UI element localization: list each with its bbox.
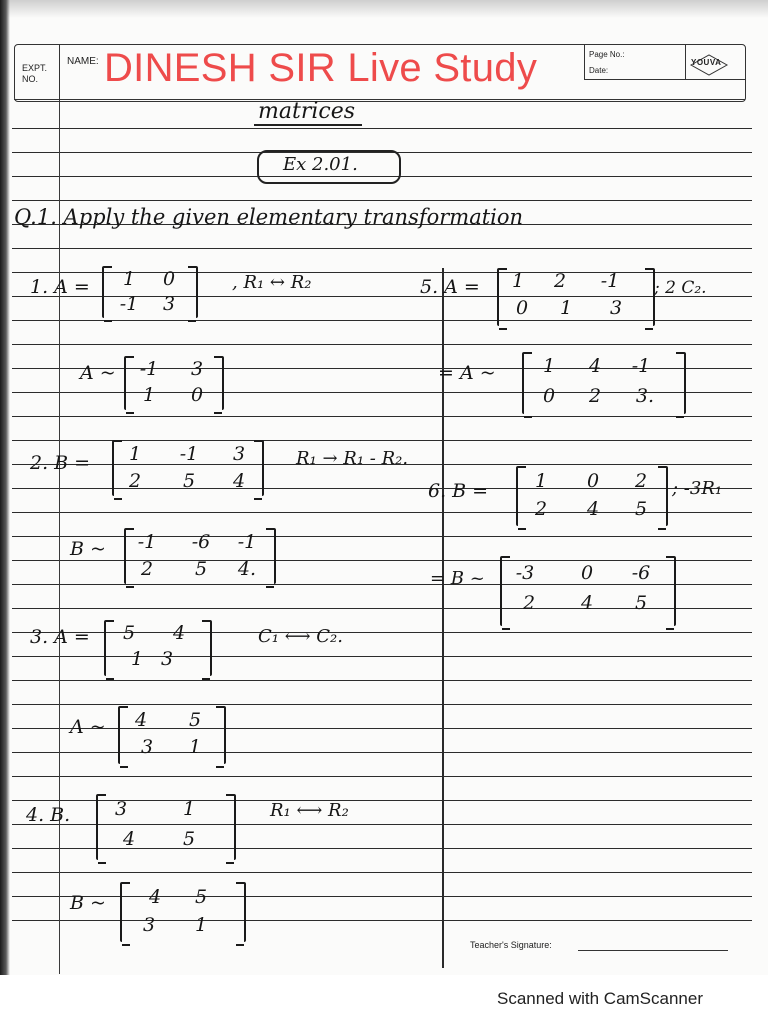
page-top-shadow <box>0 0 768 18</box>
operation-label: C₁ ⟷ C₂. <box>258 626 343 647</box>
item-label: 6. B = <box>428 480 489 502</box>
matrix-cell: 1 <box>122 268 136 290</box>
matrix-cell: 3 <box>162 293 176 315</box>
matrix-cell: 3. <box>635 385 655 407</box>
matrix-cell: 5 <box>188 709 202 731</box>
result-matrix <box>500 556 676 626</box>
rule-line <box>12 344 752 345</box>
matrix-cell: 3 <box>142 914 156 936</box>
margin-line <box>59 44 60 974</box>
matrix <box>104 620 212 676</box>
rule-line <box>12 416 752 417</box>
rule-line <box>12 704 752 705</box>
expt-no-label: EXPT. NO. <box>22 63 48 84</box>
matrix-cell: 0 <box>542 385 556 407</box>
matrix <box>516 466 668 526</box>
result-label: A ~ <box>70 716 106 738</box>
matrix-cell: 0 <box>190 384 204 406</box>
matrix-cell: 5 <box>194 886 208 908</box>
matrix-cell: 1 <box>534 470 548 492</box>
item-label: 4. B. <box>26 804 71 826</box>
matrix-cell: 2 <box>588 385 602 407</box>
question-text: Q.1. Apply the given elementary transformation <box>14 205 524 229</box>
rule-line <box>12 776 752 777</box>
matrix-cell: 0 <box>586 470 600 492</box>
matrix-cell: 1 <box>511 270 525 292</box>
matrix-cell: -1 <box>631 355 651 377</box>
result-label: = A ~ <box>438 362 496 384</box>
matrix-cell: 2 <box>522 592 536 614</box>
topic-title: matrices <box>258 99 356 124</box>
matrix-cell: 4 <box>588 355 602 377</box>
matrix-cell: 2 <box>634 470 648 492</box>
rule-line <box>12 680 752 681</box>
date-label: Date: <box>589 66 609 75</box>
matrix-cell: 0 <box>515 297 529 319</box>
rule-line <box>12 128 752 129</box>
matrix-cell: 5 <box>634 498 648 520</box>
matrix-cell: -1 <box>179 443 199 465</box>
matrix-cell: 3 <box>609 297 623 319</box>
operation-label: ; -3R₁ <box>672 478 723 499</box>
camscanner-footer: Scanned with CamScanner <box>497 989 704 1008</box>
operation-label: R₁ ⟷ R₂ <box>270 800 349 821</box>
signature-line <box>578 950 728 951</box>
matrix-cell: -6 <box>631 562 651 584</box>
item-label: 2. B = <box>30 452 91 474</box>
operation-label: R₁ → R₁ - R₂. <box>296 448 409 469</box>
matrix-cell: -1 <box>237 531 257 553</box>
matrix-cell: -1 <box>137 531 157 553</box>
matrix-cell: 3 <box>114 798 128 820</box>
exercise-label: Ex 2.01. <box>283 154 358 175</box>
matrix-cell: 1 <box>542 355 556 377</box>
result-label: B ~ <box>70 538 106 560</box>
operation-label: ; 2 C₂. <box>654 278 707 298</box>
result-label: A ~ <box>80 362 116 384</box>
brand-logo: YOUVA <box>691 58 722 67</box>
matrix-cell: 3 <box>190 358 204 380</box>
operation-label: , R₁ ↔ R₂ <box>232 272 312 293</box>
item-label: 3. A = <box>30 626 90 648</box>
matrix-cell: 1 <box>182 798 196 820</box>
matrix-cell: 4 <box>122 828 136 850</box>
matrix-cell: -3 <box>515 562 535 584</box>
matrix-cell: 0 <box>580 562 594 584</box>
matrix-cell: 4 <box>148 886 162 908</box>
rule-line <box>12 248 752 249</box>
name-label: NAME: <box>67 56 99 67</box>
matrix-cell: -6 <box>191 531 211 553</box>
matrix-cell: 1 <box>142 384 156 406</box>
result-matrix <box>124 356 224 410</box>
header-divider <box>685 45 686 79</box>
matrix-cell: 1 <box>188 736 202 758</box>
matrix-cell: 4 <box>172 622 186 644</box>
matrix-cell: 2 <box>534 498 548 520</box>
matrix-cell: 3 <box>160 648 174 670</box>
matrix-cell: 5 <box>182 828 196 850</box>
matrix-cell: 4 <box>586 498 600 520</box>
result-matrix <box>120 882 246 942</box>
matrix <box>112 440 264 496</box>
watermark: DINESH SIR Live Study <box>104 46 538 90</box>
result-matrix <box>118 706 226 764</box>
matrix-cell: 4. <box>237 558 257 580</box>
teacher-signature-label: Teacher's Signature: <box>470 940 552 950</box>
matrix-cell: 4 <box>232 470 246 492</box>
matrix-cell: 1 <box>559 297 573 319</box>
matrix-cell: 0 <box>162 268 176 290</box>
matrix-cell: 3 <box>140 736 154 758</box>
matrix <box>96 794 236 860</box>
result-matrix <box>124 528 276 584</box>
header-bottom-line <box>14 99 745 100</box>
item-label: 5. A = <box>420 276 480 298</box>
matrix-cell: -1 <box>600 270 620 292</box>
page-edge-shadow <box>0 0 10 975</box>
matrix-cell: 1 <box>128 443 142 465</box>
page-no-label: Page No.: <box>589 50 625 59</box>
matrix-cell: -1 <box>119 293 139 315</box>
matrix <box>497 268 655 326</box>
matrix-cell: 2 <box>140 558 154 580</box>
matrix-cell: 5 <box>194 558 208 580</box>
matrix-cell: 4 <box>580 592 594 614</box>
matrix-cell: 4 <box>134 709 148 731</box>
rule-line <box>12 536 752 537</box>
header-divider <box>584 79 745 80</box>
header-divider <box>584 45 585 79</box>
matrix-cell: 5 <box>122 622 136 644</box>
rule-line <box>12 200 752 201</box>
result-matrix <box>522 352 686 414</box>
matrix-cell: 3 <box>232 443 246 465</box>
matrix-cell: 1 <box>194 914 208 936</box>
result-label: B ~ <box>70 892 106 914</box>
matrix <box>102 266 198 318</box>
matrix-cell: 1 <box>130 648 144 670</box>
matrix-cell: 2 <box>128 470 142 492</box>
matrix-cell: 5 <box>182 470 196 492</box>
matrix-cell: 5 <box>634 592 648 614</box>
header-divider <box>59 45 60 99</box>
matrix-cell: -1 <box>139 358 159 380</box>
topic-underline <box>254 124 362 126</box>
item-label: 1. A = <box>30 276 90 298</box>
result-label: = B ~ <box>430 568 485 589</box>
matrix-cell: 2 <box>553 270 567 292</box>
rule-line <box>12 872 752 873</box>
